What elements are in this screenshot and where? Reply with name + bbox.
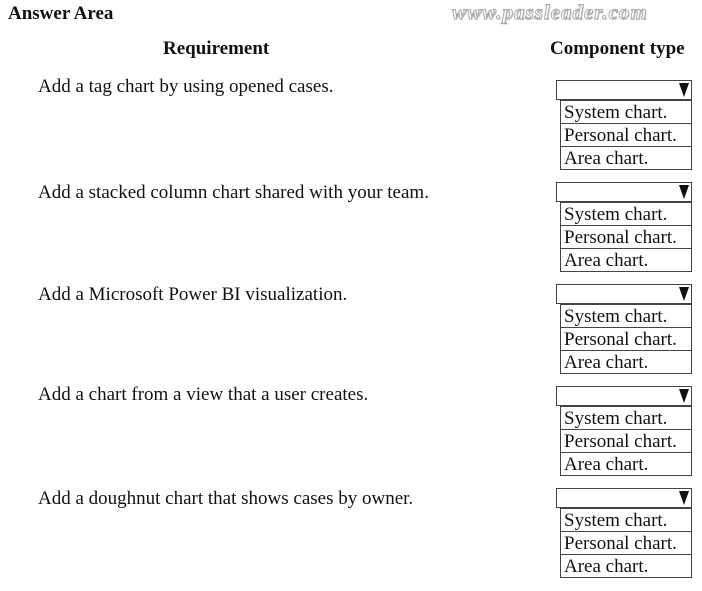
requirement-row xyxy=(0,488,702,588)
component-type-dropdown[interactable] xyxy=(556,80,692,170)
dropdown-arrow-icon[interactable] xyxy=(679,389,689,403)
option-personal-chart[interactable]: Personal chart. xyxy=(561,225,691,248)
option-personal-chart[interactable]: Personal chart. xyxy=(561,327,691,350)
requirement-text: Add a stacked column chart shared with your team. xyxy=(38,182,429,203)
option-personal-chart[interactable]: Personal chart. xyxy=(561,123,691,146)
component-type-dropdown[interactable] xyxy=(556,284,692,374)
dropdown-arrow-icon[interactable] xyxy=(679,287,689,301)
requirement-text: Add a tag chart by using opened cases. xyxy=(38,76,334,97)
requirement-row xyxy=(0,384,702,484)
option-personal-chart[interactable]: Personal chart. xyxy=(561,429,691,452)
requirement-row xyxy=(0,284,702,384)
dropdown-option-list xyxy=(560,100,692,170)
requirement-row xyxy=(0,76,702,176)
dropdown-select-box[interactable] xyxy=(556,284,692,304)
component-type-dropdown[interactable] xyxy=(556,488,692,578)
option-area-chart[interactable]: Area chart. xyxy=(561,248,691,271)
requirement-text: Add a Microsoft Power BI visualization. xyxy=(38,284,348,305)
component-type-dropdown[interactable] xyxy=(556,182,692,272)
dropdown-option-list xyxy=(560,406,692,476)
answer-area-title: Answer Area xyxy=(8,3,114,24)
option-system-chart[interactable]: System chart. xyxy=(561,406,691,429)
dropdown-option-list xyxy=(560,508,692,578)
dropdown-select-box[interactable] xyxy=(556,80,692,100)
requirement-row xyxy=(0,182,702,282)
dropdown-arrow-icon[interactable] xyxy=(679,491,689,505)
requirement-column-header: Requirement xyxy=(163,38,270,59)
option-system-chart[interactable]: System chart. xyxy=(561,508,691,531)
option-area-chart[interactable]: Area chart. xyxy=(561,350,691,373)
requirement-text: Add a doughnut chart that shows cases by owner. xyxy=(38,488,414,509)
dropdown-option-list xyxy=(560,304,692,374)
component-type-dropdown[interactable] xyxy=(556,386,692,476)
dropdown-select-box[interactable] xyxy=(556,488,692,508)
option-system-chart[interactable]: System chart. xyxy=(561,304,691,327)
dropdown-select-box[interactable] xyxy=(556,386,692,406)
dropdown-select-box[interactable] xyxy=(556,182,692,202)
option-area-chart[interactable]: Area chart. xyxy=(561,452,691,475)
requirement-text: Add a chart from a view that a user creates. xyxy=(38,384,369,405)
option-system-chart[interactable]: System chart. xyxy=(561,202,691,225)
dropdown-option-list xyxy=(560,202,692,272)
option-system-chart[interactable]: System chart. xyxy=(561,100,691,123)
option-area-chart[interactable]: Area chart. xyxy=(561,554,691,577)
component-type-column-header: Component type xyxy=(550,38,685,59)
dropdown-arrow-icon[interactable] xyxy=(679,185,689,199)
watermark: www.passleader.com xyxy=(452,0,648,24)
option-area-chart[interactable]: Area chart. xyxy=(561,146,691,169)
dropdown-arrow-icon[interactable] xyxy=(679,83,689,97)
option-personal-chart[interactable]: Personal chart. xyxy=(561,531,691,554)
